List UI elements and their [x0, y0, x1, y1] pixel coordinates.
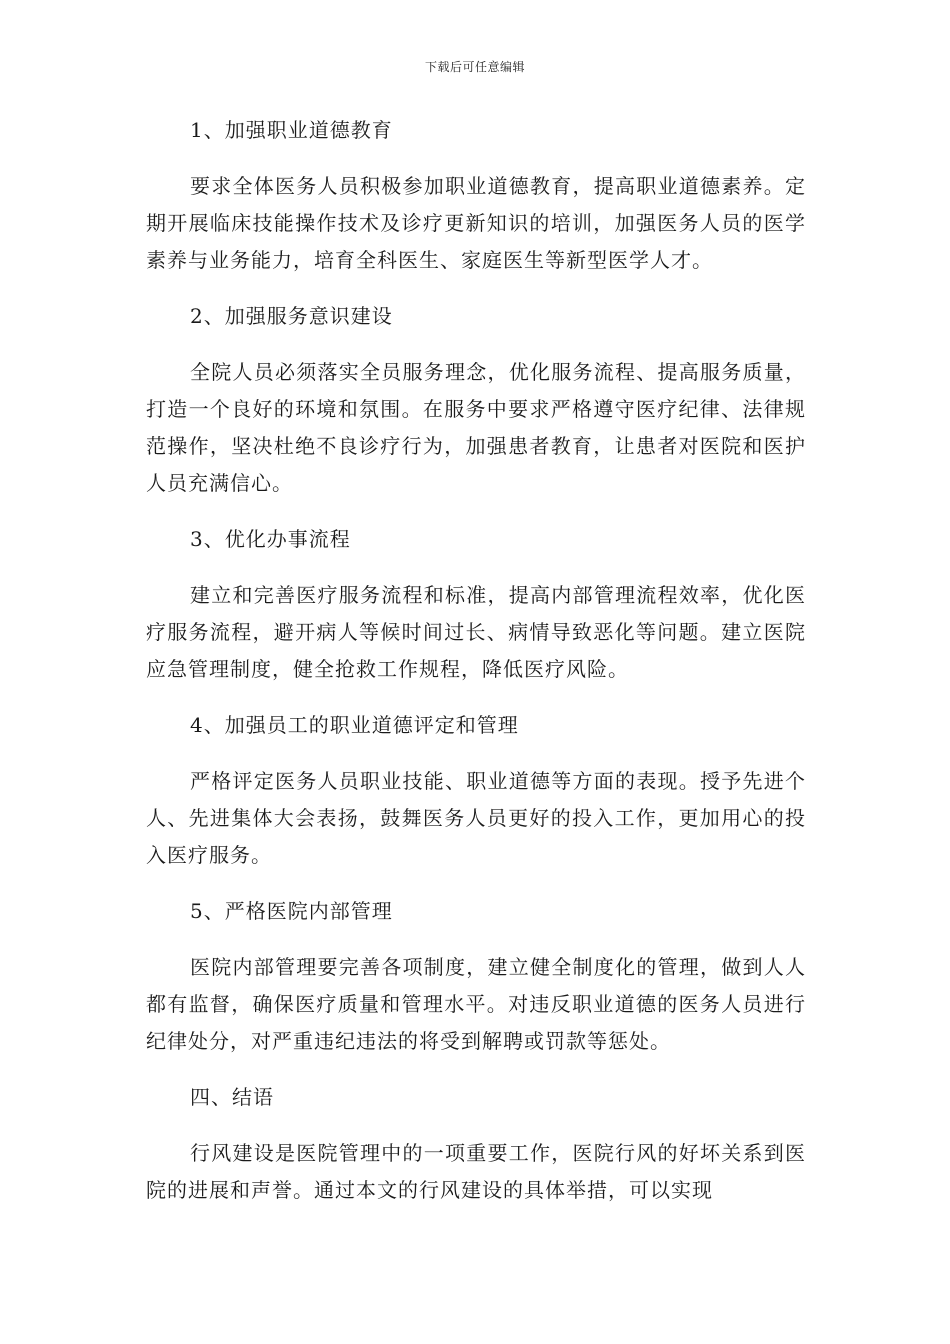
section-paragraph-3: 建立和完善医疗服务流程和标准，提高内部管理流程效率，优化医疗服务流程，避开病人等候时间过长、病情导致恶化等问题。建立医院应急管理制度，健全抢救工作规程，降低医疗风险。 [146, 583, 806, 681]
section-paragraph-5: 医院内部管理要完善各项制度，建立健全制度化的管理，做到人人都有监督，确保医疗质量和管理水平。对违反职业道德的医务人员进行纪律处分，对严重违纪违法的将受到解聘或罚款等惩处。 [146, 955, 806, 1053]
section-heading-1: 1、加强职业道德教育 [190, 118, 393, 142]
conclusion-paragraph: 行风建设是医院管理中的一项重要工作，医院行风的好坏关系到医院的进展和声誉。通过本文的行风建设的具体举措，可以实现 [146, 1141, 806, 1202]
section-paragraph-2: 全院人员必须落实全员服务理念，优化服务流程、提高服务质量，打造一个良好的环境和氛围。在服务中要求严格遵守医疗纪律、法律规范操作，坚决杜绝不良诊疗行为，加强患者教育，让患者对医院和医护人员充满信心。 [146, 360, 806, 495]
section-heading-3: 3、优化办事流程 [190, 527, 351, 551]
header-note: 下载后可任意编辑 [424, 60, 525, 74]
section-paragraph-4: 严格评定医务人员职业技能、职业道德等方面的表现。授予先进个人、先进集体大会表扬，鼓舞医务人员更好的投入工作，更加用心的投入医疗服务。 [146, 769, 806, 867]
section-heading-2: 2、加强服务意识建设 [190, 304, 393, 328]
document-body [146, 112, 806, 1228]
conclusion-heading: 四、结语 [190, 1085, 274, 1109]
section-paragraph-1: 要求全体医务人员积极参加职业道德教育，提高职业道德素养。定期开展临床技能操作技术及诊疗更新知识的培训，加强医务人员的医学素养与业务能力，培育全科医生、家庭医生等新型医学人才。 [146, 174, 806, 272]
section-heading-4: 4、加强员工的职业道德评定和管理 [190, 713, 519, 737]
section-heading-5: 5、严格医院内部管理 [190, 899, 393, 923]
